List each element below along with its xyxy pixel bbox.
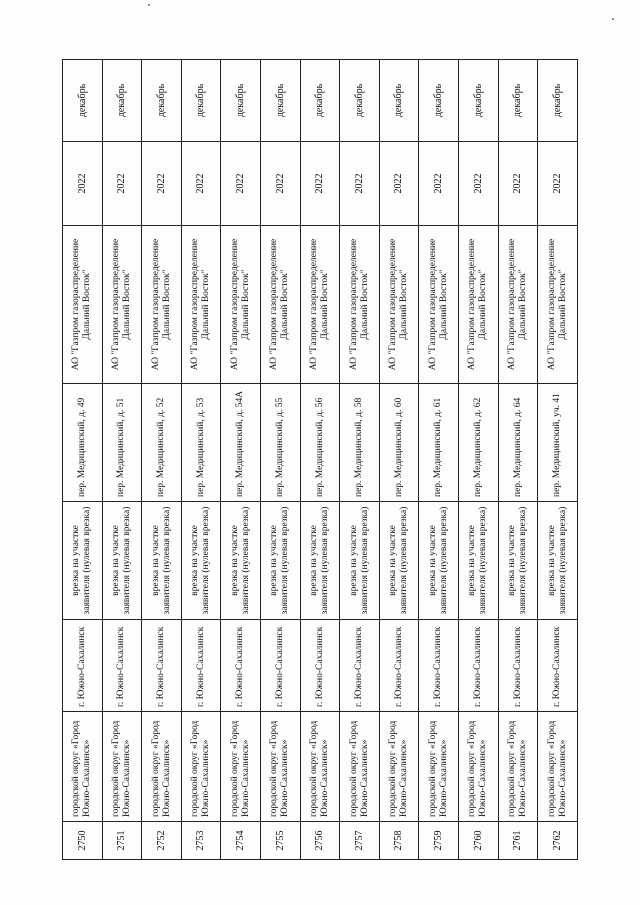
- table-row: [300, 60, 340, 860]
- year-cell: 2022: [142, 142, 182, 226]
- address-cell: пер. Медицинский, д. 60: [379, 384, 419, 502]
- organization-cell: АО "Газпром газораспределение Дальний Восток": [340, 226, 380, 384]
- district-cell: городской округ «Город Южно-Сахалинск»: [181, 712, 221, 822]
- table-row: [142, 60, 182, 860]
- locality-cell: г. Южно-Сахалинск: [142, 620, 182, 712]
- row-number: 2760: [459, 822, 499, 860]
- district-cell: городской округ «Город Южно-Сахалинск»: [340, 712, 380, 822]
- table-row: [498, 60, 538, 860]
- table-row: [261, 60, 301, 860]
- month-cell: декабрь: [340, 60, 380, 142]
- row-number: 2762: [538, 822, 578, 860]
- year-cell: 2022: [300, 142, 340, 226]
- address-cell: пер. Медицинский, д. 64: [498, 384, 538, 502]
- row-number: 2751: [102, 822, 142, 860]
- address-cell: пер. Медицинский, д. 51: [102, 384, 142, 502]
- work-type-cell: врезка на участке заявителя (нулевая врезка): [419, 502, 459, 620]
- locality-cell: г. Южно-Сахалинск: [102, 620, 142, 712]
- month-cell: декабрь: [63, 60, 103, 142]
- organization-cell: АО "Газпром газораспределение Дальний Восток": [261, 226, 301, 384]
- year-cell: 2022: [221, 142, 261, 226]
- table-row: [379, 60, 419, 860]
- table-row: [221, 60, 261, 860]
- table-row: [340, 60, 380, 860]
- address-cell: пер. Медицинский, д. 58: [340, 384, 380, 502]
- district-cell: городской округ «Город Южно-Сахалинск»: [261, 712, 301, 822]
- work-type-cell: врезка на участке заявителя (нулевая врезка): [181, 502, 221, 620]
- scan-speck: [148, 4, 150, 6]
- address-cell: пер. Медицинский, д. 61: [419, 384, 459, 502]
- work-type-cell: врезка на участке заявителя (нулевая врезка): [221, 502, 261, 620]
- district-cell: городской округ «Город Южно-Сахалинск»: [419, 712, 459, 822]
- organization-cell: АО "Газпром газораспределение Дальний Восток": [419, 226, 459, 384]
- address-cell: пер. Медицинский, д. 54А: [221, 384, 261, 502]
- work-type-cell: врезка на участке заявителя (нулевая врезка): [379, 502, 419, 620]
- locality-cell: г. Южно-Сахалинск: [261, 620, 301, 712]
- month-cell: декабрь: [459, 60, 499, 142]
- table-row: [459, 60, 499, 860]
- work-type-cell: врезка на участке заявителя (нулевая врезка): [538, 502, 578, 620]
- work-type-cell: врезка на участке заявителя (нулевая врезка): [142, 502, 182, 620]
- row-number: 2753: [181, 822, 221, 860]
- organization-cell: АО "Газпром газораспределение Дальний Восток": [538, 226, 578, 384]
- organization-cell: АО "Газпром газораспределение Дальний Восток": [300, 226, 340, 384]
- row-number: 2752: [142, 822, 182, 860]
- row-number: 2758: [379, 822, 419, 860]
- table-row: [419, 60, 459, 860]
- year-cell: 2022: [538, 142, 578, 226]
- row-number: 2759: [419, 822, 459, 860]
- work-type-cell: врезка на участке заявителя (нулевая врезка): [63, 502, 103, 620]
- organization-cell: АО "Газпром газораспределение Дальний Восток": [379, 226, 419, 384]
- locality-cell: г. Южно-Сахалинск: [538, 620, 578, 712]
- organization-cell: АО "Газпром газораспределение Дальний Восток": [142, 226, 182, 384]
- locality-cell: г. Южно-Сахалинск: [419, 620, 459, 712]
- district-cell: городской округ «Город Южно-Сахалинск»: [102, 712, 142, 822]
- district-cell: городской округ «Город Южно-Сахалинск»: [142, 712, 182, 822]
- month-cell: декабрь: [538, 60, 578, 142]
- month-cell: декабрь: [300, 60, 340, 142]
- table-row: [63, 60, 103, 860]
- year-cell: 2022: [102, 142, 142, 226]
- district-cell: городской округ «Город Южно-Сахалинск»: [538, 712, 578, 822]
- month-cell: декабрь: [498, 60, 538, 142]
- address-cell: пер. Медицинский, д. 56: [300, 384, 340, 502]
- locality-cell: г. Южно-Сахалинск: [221, 620, 261, 712]
- organization-cell: АО "Газпром газораспределение Дальний Восток": [498, 226, 538, 384]
- scan-speck: [612, 18, 614, 20]
- year-cell: 2022: [498, 142, 538, 226]
- year-cell: 2022: [261, 142, 301, 226]
- work-type-cell: врезка на участке заявителя (нулевая врезка): [498, 502, 538, 620]
- work-type-cell: врезка на участке заявителя (нулевая врезка): [261, 502, 301, 620]
- gas-connection-table: [62, 59, 578, 860]
- organization-cell: АО "Газпром газораспределение Дальний Восток": [102, 226, 142, 384]
- district-cell: городской округ «Город Южно-Сахалинск»: [63, 712, 103, 822]
- work-type-cell: врезка на участке заявителя (нулевая врезка): [102, 502, 142, 620]
- year-cell: 2022: [181, 142, 221, 226]
- locality-cell: г. Южно-Сахалинск: [340, 620, 380, 712]
- address-cell: пер. Медицинский, д. 53: [181, 384, 221, 502]
- locality-cell: г. Южно-Сахалинск: [63, 620, 103, 712]
- row-number: 2754: [221, 822, 261, 860]
- row-number: 2755: [261, 822, 301, 860]
- address-cell: пер. Медицинский, д. 55: [261, 384, 301, 502]
- district-cell: городской округ «Город Южно-Сахалинск»: [459, 712, 499, 822]
- organization-cell: АО "Газпром газораспределение Дальний Восток": [459, 226, 499, 384]
- year-cell: 2022: [340, 142, 380, 226]
- row-number: 2750: [63, 822, 103, 860]
- work-type-cell: врезка на участке заявителя (нулевая врезка): [300, 502, 340, 620]
- month-cell: декабрь: [102, 60, 142, 142]
- rotated-table-wrapper: [62, 60, 578, 860]
- month-cell: декабрь: [142, 60, 182, 142]
- work-type-cell: врезка на участке заявителя (нулевая врезка): [459, 502, 499, 620]
- locality-cell: г. Южно-Сахалинск: [181, 620, 221, 712]
- row-number: 2761: [498, 822, 538, 860]
- organization-cell: АО "Газпром газораспределение Дальний Восток": [63, 226, 103, 384]
- table-row: [538, 60, 578, 860]
- table-row: [181, 60, 221, 860]
- district-cell: городской округ «Город Южно-Сахалинск»: [300, 712, 340, 822]
- address-cell: пер. Медицинский, д. 49: [63, 384, 103, 502]
- address-cell: пер. Медицинский, д. 62: [459, 384, 499, 502]
- month-cell: декабрь: [181, 60, 221, 142]
- locality-cell: г. Южно-Сахалинск: [379, 620, 419, 712]
- locality-cell: г. Южно-Сахалинск: [498, 620, 538, 712]
- address-cell: пер. Медицинский, уч. 41: [538, 384, 578, 502]
- address-cell: пер. Медицинский, д. 52: [142, 384, 182, 502]
- year-cell: 2022: [63, 142, 103, 226]
- year-cell: 2022: [379, 142, 419, 226]
- organization-cell: АО "Газпром газораспределение Дальний Восток": [181, 226, 221, 384]
- locality-cell: г. Южно-Сахалинск: [300, 620, 340, 712]
- table-body: [63, 60, 578, 860]
- month-cell: декабрь: [379, 60, 419, 142]
- month-cell: декабрь: [221, 60, 261, 142]
- row-number: 2757: [340, 822, 380, 860]
- district-cell: городской округ «Город Южно-Сахалинск»: [221, 712, 261, 822]
- work-type-cell: врезка на участке заявителя (нулевая врезка): [340, 502, 380, 620]
- month-cell: декабрь: [419, 60, 459, 142]
- year-cell: 2022: [459, 142, 499, 226]
- row-number: 2756: [300, 822, 340, 860]
- locality-cell: г. Южно-Сахалинск: [459, 620, 499, 712]
- table-row: [102, 60, 142, 860]
- year-cell: 2022: [419, 142, 459, 226]
- organization-cell: АО "Газпром газораспределение Дальний Восток": [221, 226, 261, 384]
- month-cell: декабрь: [261, 60, 301, 142]
- district-cell: городской округ «Город Южно-Сахалинск»: [379, 712, 419, 822]
- district-cell: городской округ «Город Южно-Сахалинск»: [498, 712, 538, 822]
